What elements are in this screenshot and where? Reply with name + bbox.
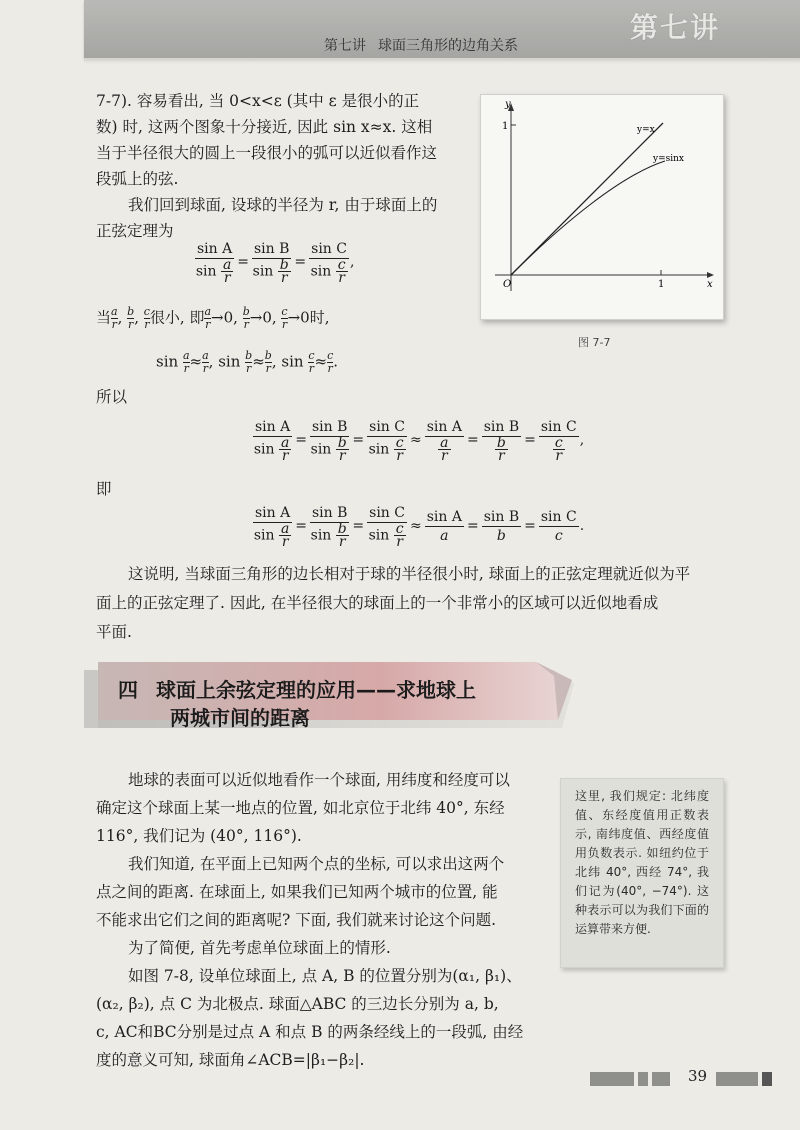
figure-7-7 [480,94,724,320]
footer-bar-4 [716,1072,758,1086]
sb-line-11: 度的意义可知, 球面角∠ACB=|β₁−β₂|. [96,1051,365,1069]
sb-line-1: 地球的表面可以近似地看作一个球面, 用纬度和经度可以 [128,771,510,789]
section-title-line-1: 四 球面上余弦定理的应用——求地球上 [118,678,476,702]
header-lecture: 第七讲 [324,38,366,54]
y-axis-label: y [505,99,511,110]
equation-2: sin A sin $\frac{a}{r}$ = sin B sin $\frac{b}{r}$ = sin C sin $\frac{c}{r}$ ≈ $\frac{\text{sin A}}{\frac{a}{r}}$ = $\frac{\text{sin B}}{\frac{b}{r}}$ = $\frac{\text{sin C}}{\frac{c}{r}}$ , [253,419,585,464]
equation-3: sin A sin $\frac{a}{r}$ = sin B sin $\frac{b}{r}$ = sin C sin $\frac{c}{r}$ ≈ $\frac{\text{sin A}}{a}$ = $\frac{\text{sin B}}{b}$ = $\frac{\text{sin C}}{c}$ . [253,505,585,550]
sb-line-3: 116°, 我们记为 (40°, 116°). [96,827,302,845]
footer-bar-3 [652,1072,670,1086]
footer-bar-5 [762,1072,772,1086]
x-axis-arrow [707,272,714,278]
x-axis-label: x [707,279,713,290]
footer-bar-2 [638,1072,648,1086]
section-body [96,766,548,1074]
sb-line-4: 我们知道, 在平面上已知两个点的坐标, 可以求出这两个 [128,855,505,873]
equation-sine-law: sin A sin $\frac{a}{r}$ = sin B sin $\frac{b}{r}$ = sin C sin $\frac{c}{r}$ , [195,241,355,286]
footer-bar-1 [590,1072,634,1086]
label-y-equals-x: y=x [637,125,655,135]
figure-caption: 图 7-7 [578,336,611,349]
header-chapter-title: 球面三角形的边角关系 [378,38,518,54]
sb-line-2: 确定这个球面上某一地点的位置, 如北京位于北纬 40°, 东经 [96,799,505,817]
section-title-line-2: 两城市间的距离 [170,706,310,730]
origin-label: O [503,279,512,290]
p1-line-2: 数) 时, 这两个图象十分接近, 因此 sin x≈x. 这相 [96,118,433,136]
paragraph-2 [96,192,476,244]
section-banner [84,662,574,734]
frac-sinC: sin C sin $\frac{c}{r}$ [310,241,347,286]
sb-line-7: 为了简便, 首先考虑单位球面上的情形. [128,939,391,957]
header-title [324,35,530,55]
conclusion-line-3: 平面. [96,623,132,641]
p2-line-2: 正弦定理为 [96,222,174,240]
p1-line-3: 当于半径很大的圆上一段很小的弧可以近似看作这 [96,144,438,162]
frac-sinA: sin A sin $\frac{a}{r}$ [195,241,233,286]
condition-line: 当 $\frac{a}{r}$ , $\frac{b}{r}$ , $\frac{c}{r}$ 很小, 即 $\frac{a}{r}$ →0, $\frac{b}{r}$ →0, $\frac{c}{r}$ →0时, [96,305,330,331]
sb-line-9: (α₂, β₂), 点 C 为北极点. 球面△ABC 的三边长分别为 a, b, [96,995,499,1013]
conclusion-paragraph [96,560,736,647]
p2-line-1: 我们回到球面, 设球的半径为 r, 由于球面上的 [128,196,438,214]
label-y-equals-sinx: y=sinx [653,154,684,164]
sb-line-10: c, AC和BC分别是过点 A 和点 B 的两条经线上的一段弧, 由经 [96,1023,524,1041]
approx-line: sin $\frac{a}{r}$ ≈ $\frac{a}{r}$ , sin $\frac{b}{r}$ ≈ $\frac{b}{r}$ , sin $\frac{c}{r}$ ≈ $\frac{c}{r}$ . [156,349,339,375]
header-band [84,0,800,58]
sb-line-5: 点之间的距离. 在球面上, 如果我们已知两个城市的位置, 能 [96,883,498,901]
section-number: 四 [118,678,138,702]
p1-line-4: 段弧上的弦. [96,170,179,188]
header-seal: 第七讲 [629,11,720,44]
paragraph-1 [96,88,468,192]
page-number: 39 [688,1067,708,1085]
sb-line-6: 不能求出它们之间的距离呢? 下面, 我们就来讨论这个问题. [96,911,497,929]
conclusion-line-1: 这说明, 当球面三角形的边长相对于球的半径很小时, 球面上的正弦定理就近似为平 [128,565,691,583]
x-tick-label: 1 [658,279,665,290]
margin-note: 这里, 我们规定: 北纬度值、东经度值用正数表示, 南纬度值、西经度值用负数表示. 如纽约位于北纬 40°, 西经 74°, 我们记为(40°, −74°). 这种表示可以为我们下面的运算带来方便. [560,778,724,968]
y-tick-label: 1 [502,121,509,132]
conclusion-line-2: 面上的正弦定理了. 因此, 在半径很大的球面上的一个非常小的区域可以近似地看成 [96,594,659,612]
sin-graph [481,95,725,321]
ji-label: 即 [96,480,112,498]
sb-line-8: 如图 7-8, 设单位球面上, 点 A, B 的位置分别为(α₁, β₁)、 [128,967,522,985]
p1-line-1: 7-7). 容易看出, 当 0<x<ε (其中 ε 是很小的正 [96,92,420,110]
frac-sinB: sin B sin $\frac{b}{r}$ [252,241,290,286]
curve-sin [511,161,665,275]
so-label: 所以 [96,388,128,406]
